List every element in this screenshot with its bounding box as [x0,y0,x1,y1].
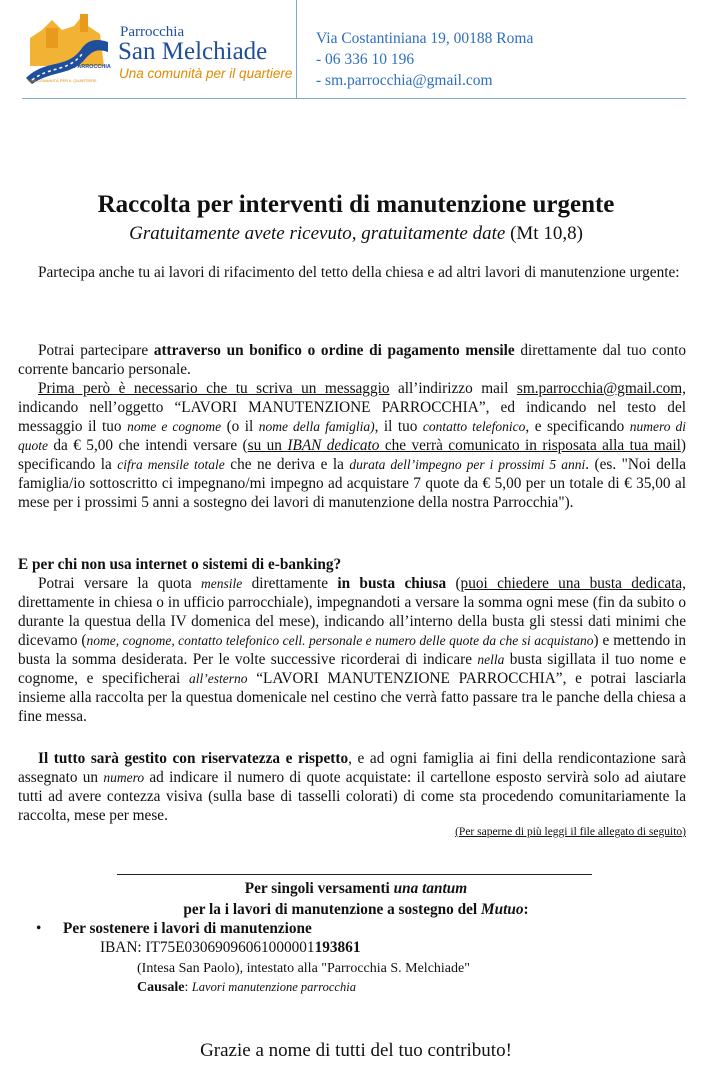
p4-i1: mensile [201,576,243,591]
p3-t7: ) specificando la [18,437,687,473]
section-separator [117,874,592,875]
intro-paragraph [18,263,686,282]
parish-logo [22,8,112,86]
bank-line: (Intesa San Paolo), intestato alla "Parrocchia S. Melchiade" [137,961,470,976]
header-divider-vertical [296,0,297,98]
bullet-icon: • [36,920,42,937]
p3-t2: indicando nell’oggetto “LAVORI MANUTENZIONE PARROCCHIA”, ed indicando nel testo del messaggio il tuo [18,399,686,435]
p2-bold: attraverso un bonifico o ordine di pagamento mensile [153,342,515,359]
causale-line [137,980,356,996]
subtitle-quote: Gratuitamente avete ricevuto, gratuitamente date [129,223,506,244]
una-tantum-line2-bold: per la i lavori di manutenzione a sostegno del [183,901,481,918]
p3-i1: nome e cognome [127,419,222,434]
email-link[interactable]: - sm.parrocchia@gmail.com [316,72,493,89]
causale-sep: : [184,980,192,995]
subtitle [0,223,712,245]
p3-u2: su un [247,437,288,454]
p3-t8: che ne deriva e la [224,456,350,473]
p3-i3: contatto telefonico [422,419,526,434]
p4-t2: direttamente [242,575,338,592]
more-info-link[interactable]: (Per saperne di più leggi il file allegato di seguito) [455,826,686,838]
p4-bold: in busta chiusa [337,575,447,592]
causale-value: Lavori manutenzione parrocchia [191,980,356,994]
p3-iban-dedicated: IBAN dedicato [287,437,380,454]
causale-label: Causale [137,980,185,995]
p3-t1: all’indirizzo mail [389,380,517,397]
brand-slogan: Una comunità per il quartiere [119,66,293,81]
p2-text-c: direttamente dal tuo conto corrente bancario personale. [18,342,687,378]
p3-i6: durata dell’impegno per i prossimi 5 anni [349,457,586,472]
una-tantum-line2-end: : [523,901,529,918]
p4-t3: ( [446,575,461,592]
p2-text-a: Potrai partecipare [38,342,154,359]
church-road-logo-icon [22,8,112,86]
brand-line1: Parrocchia [120,24,185,40]
una-tantum-line2-italic: Mutuo [480,901,524,918]
phone: - 06 336 10 196 [316,51,415,68]
iban-value: IBAN: IT75E03069096061000001 [100,939,315,956]
envelope-paragraph [18,574,686,726]
section-heading-offline: E per chi non usa internet o sistemi di e-banking? [18,556,342,573]
p4-i4: all’esterno [188,671,248,686]
bank-transfer-paragraph [18,341,686,379]
p3-mail-link[interactable]: sm.parrocchia@gmail.com, [516,380,686,397]
p4-underlined: puoi chiedere una busta dedicata, [460,575,686,592]
una-tantum-line2 [0,901,712,919]
p3-t3: (o il [221,418,259,435]
message-instructions-paragraph [18,379,686,512]
iban-line [100,939,360,957]
logo-small-text: UNA COMUNITÀ PER IL QUARTIERE [28,78,97,83]
una-tantum-line1-bold: Per singoli versamenti [244,880,394,897]
p3-i2: nome della famiglia) [258,419,375,434]
p5-i1: numero [103,770,145,785]
subtitle-reference: (Mt 10,8) [505,223,583,244]
p3-t6: da € 5,00 che intendi versare ( [48,437,248,454]
p3-i4: numero di quote [18,419,687,453]
p3-t5: , e specificando [525,418,630,435]
p5-bold: Il tutto sarà gestito con riservatezza e rispetto [38,750,349,767]
p5-t1: , e ad ogni famiglia ai fini della rendicontazione sarà assegnato un [18,750,686,786]
p4-t7: “LAVORI MANUTENZIONE PARROCCHIA”, e potrai lasciarla insieme alla raccolta per la questua domenicale nel cestino che verrà fatto passare tra le panche della chiesa a fine messa. [18,670,686,725]
p5-t2: ad indicare il numero di quote acquistate: il cartellone esposto servirà solo ad aiutare tutti ad avere contezza visiva (sulla base di tasselli colorati) di come sta procedendo comunitariamente la raccolta, mese per mese. [18,769,686,824]
header-divider-horizontal [22,98,686,99]
iban-bold-suffix: 193861 [314,939,361,956]
una-tantum-line1 [0,880,712,898]
bullet-text: Per sostenere i lavori di manutenzione [63,920,312,937]
p4-i3: nella [477,652,505,667]
thanks-footer: Grazie a nome di tutti del tuo contributo! [200,1040,512,1061]
logo-caption: PARROCCHIA [74,64,111,70]
p3-underlined-1: Prima però è necessario che tu scriva un messaggio [38,380,390,397]
p3-t4: , il tuo [374,418,423,435]
p3-t9: . (es. "Noi della famiglia/io sottoscritto ci impegnano/mi impegno ad acquistare 7 quote da € 5,00 per un totale di € 35,00 al mese per i prossimi 5 anni a sostegno dei lavori di manutenzione della nostra Parrocchia"). [18,456,687,511]
una-tantum-line1-italic: una tantum [393,880,468,897]
p4-t5: ) e mettendo in busta la somma desiderata. Per le volte successive ricorderai di indicare [18,632,686,668]
p4-t4: direttamente in chiesa o in ufficio parrocchiale), impegnandoti a versare la somma ogni mese (fin da subito o durante la questua della IV domenica del mese), indicando all’interno della busta gli stessi dati minimi che dicevamo ( [18,594,686,649]
privacy-paragraph [18,749,686,825]
address: Via Costantiniana 19, 00188 Roma [316,30,534,47]
p3-u3: che verrà comunicato in risposata alla tua mail [379,437,681,454]
brand-line2: San Melchiade [118,38,268,65]
p4-i2: nome, cognome, contatto telefonico cell. personale e numero delle quote da che si acquistano [86,633,594,648]
intro-text: Partecipa anche tu ai lavori di rifacimento del tetto della chiesa e ad altri lavori di manutenzione urgente: [38,264,680,281]
p4-t6: busta sigillata il tuo nome e cognome, e specificherai [18,651,686,687]
p3-i5: cifra mensile totale [117,457,225,472]
page-title: Raccolta per interventi di manutenzione urgente [97,191,615,218]
p4-t1: Potrai versare la quota [38,575,202,592]
